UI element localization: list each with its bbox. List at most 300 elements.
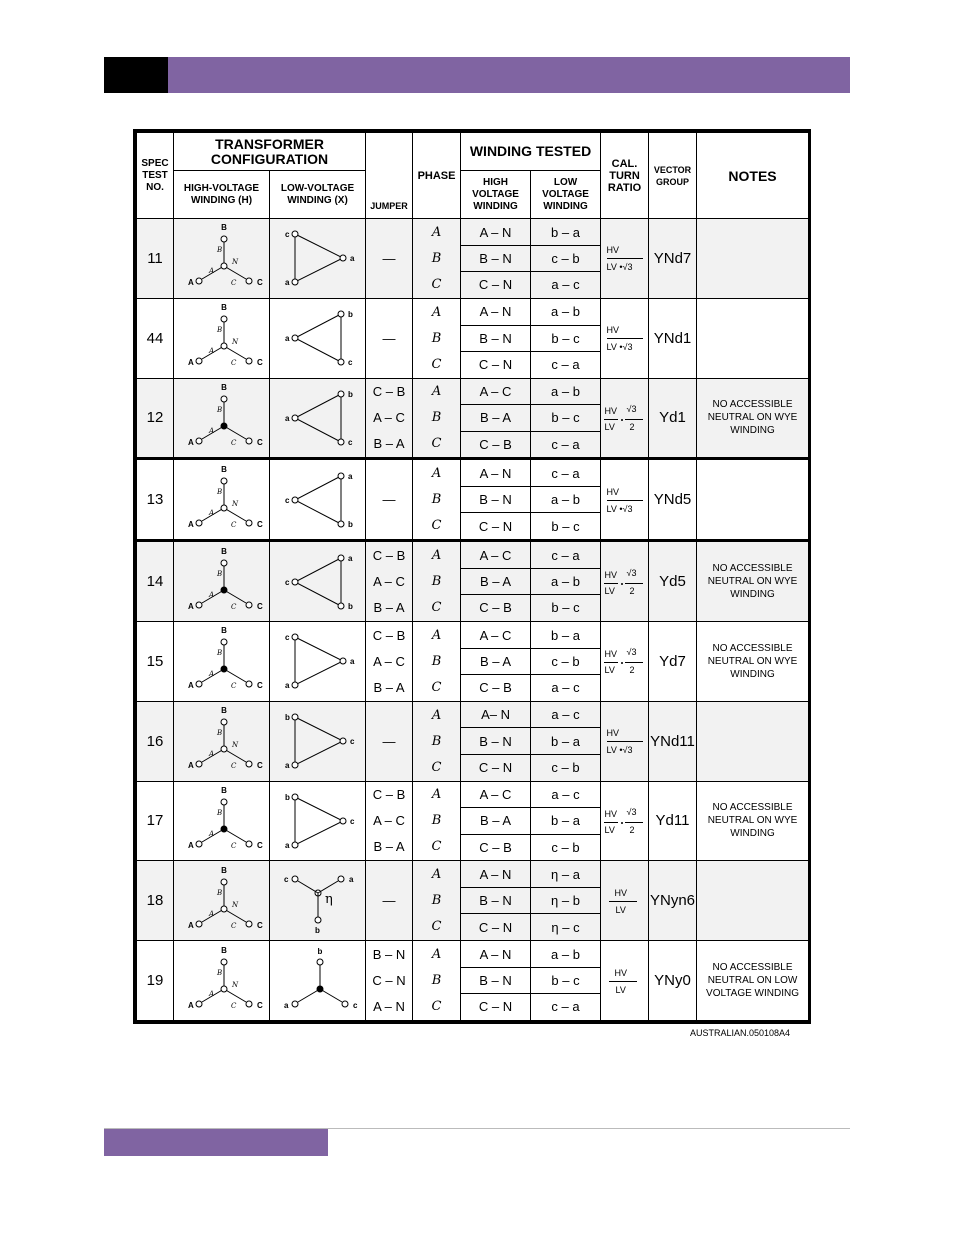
phase-value: A xyxy=(431,787,442,803)
turn-ratio-formula: HV LV •√3 xyxy=(603,238,647,278)
col-ratio-header: CAL. TURN RATIO xyxy=(601,133,649,219)
lv-tested-value: c – a xyxy=(551,465,580,481)
lv-tested-value: c – b xyxy=(531,834,600,860)
lv-winding-cell xyxy=(270,701,366,781)
phase-value: B xyxy=(431,653,442,669)
hv-tested-value: A – N xyxy=(479,946,512,962)
lv-tested-value: a – c xyxy=(531,271,600,297)
wye-winding-diagram xyxy=(177,382,267,454)
delta-winding-diagram xyxy=(273,785,363,857)
turn-ratio-cell xyxy=(601,621,649,701)
table-row xyxy=(137,219,809,299)
spec-number: 44 xyxy=(137,298,174,378)
jumper-value: B – A xyxy=(373,600,405,616)
hv-tested-cell xyxy=(461,621,531,701)
vector-group: YNyn6 xyxy=(649,861,697,941)
svg-text:B: B xyxy=(216,649,222,658)
jumper-value: — xyxy=(382,492,396,508)
phase-cell xyxy=(413,941,461,1021)
jumper-cell xyxy=(366,541,413,622)
hv-tested-value: A – C xyxy=(479,384,512,400)
phase-value: C xyxy=(431,518,442,534)
lv-tested-value: b – a xyxy=(531,727,600,753)
hv-winding-cell xyxy=(174,219,270,299)
turn-ratio-cell xyxy=(601,781,649,861)
hv-winding-cell xyxy=(174,861,270,941)
table-row xyxy=(137,621,809,701)
svg-text:N: N xyxy=(231,499,238,508)
svg-text:B: B xyxy=(216,326,222,335)
hv-tested-value: C – B xyxy=(461,431,530,457)
lv-tested-cell xyxy=(531,219,601,299)
lv-tested-value: c – a xyxy=(531,431,600,457)
svg-text:c: c xyxy=(347,437,352,447)
svg-text:A: A xyxy=(187,920,194,930)
hv-tested-value: C – B xyxy=(461,834,530,860)
svg-text:A: A xyxy=(208,989,214,998)
hv-tested-cell xyxy=(461,459,531,541)
phase-value: C xyxy=(431,919,442,935)
lv-tested-value: b – c xyxy=(531,594,600,620)
phase-value: B xyxy=(431,410,442,426)
vector-group: Yd1 xyxy=(649,378,697,459)
svg-text:C: C xyxy=(256,358,263,368)
hv-tested-value: C – N xyxy=(461,512,530,538)
jumper-value: — xyxy=(382,733,396,749)
jumper-value: A – C xyxy=(373,813,405,829)
wye-winding-diagram xyxy=(177,302,267,374)
lv-tested-value: η – c xyxy=(531,913,600,939)
jumper-cell xyxy=(366,701,413,781)
svg-text:B: B xyxy=(220,626,227,636)
lv-tested-value: a – b xyxy=(551,304,580,320)
notes-cell: NO ACCESSIBLE NEUTRAL ON LOW VOLTAGE WINDING xyxy=(697,941,809,1021)
hv-tested-value: A – N xyxy=(479,465,512,481)
lv-tested-value: b – c xyxy=(531,512,600,538)
lv-tested-value: a – b xyxy=(551,384,580,400)
svg-text:N: N xyxy=(231,980,238,989)
turn-ratio-formula: HV LV •√3 xyxy=(603,480,647,520)
col-lv-tested-header: LOW VOLTAGE WINDING xyxy=(531,171,601,219)
jumper-value: A – C xyxy=(373,653,405,669)
svg-text:a: a xyxy=(284,681,289,691)
lv-tested-value: b – a xyxy=(531,807,600,833)
table-row xyxy=(137,298,809,378)
jumper-cell xyxy=(366,298,413,378)
svg-text:C: C xyxy=(230,921,236,930)
vector-group-table xyxy=(133,129,811,1024)
notes-cell xyxy=(697,298,809,378)
jumper-value: — xyxy=(382,893,396,909)
lv-winding-cell xyxy=(270,219,366,299)
svg-text:A: A xyxy=(187,519,194,529)
vector-group: YNd1 xyxy=(649,298,697,378)
turn-ratio-cell xyxy=(601,941,649,1021)
phase-cell xyxy=(413,541,461,622)
hv-winding-cell xyxy=(174,378,270,459)
phase-value: C xyxy=(431,679,442,695)
hv-tested-value: B – N xyxy=(461,887,530,913)
phase-value: C xyxy=(431,436,442,452)
svg-text:c: c xyxy=(283,874,288,884)
svg-text:A: A xyxy=(187,761,194,771)
hv-tested-value: A – C xyxy=(479,787,512,803)
turn-ratio-formula: HV LV √3 2 xyxy=(603,562,647,602)
hv-tested-value: A – C xyxy=(479,547,512,563)
hv-tested-value: A – N xyxy=(479,304,512,320)
hv-winding-cell xyxy=(174,459,270,541)
col-hv-tested-header: HIGH VOLTAGE WINDING xyxy=(461,171,531,219)
wye-winding-diagram xyxy=(177,705,267,777)
hv-tested-value: C – N xyxy=(461,993,530,1019)
turn-ratio-formula: HV LV √3 2 xyxy=(603,641,647,681)
spec-number: 15 xyxy=(137,621,174,701)
svg-text:a: a xyxy=(347,553,352,563)
svg-text:C: C xyxy=(230,438,236,447)
hv-tested-value: C – N xyxy=(461,754,530,780)
lv-tested-value: c – b xyxy=(531,245,600,271)
header-black-block xyxy=(104,57,168,93)
phase-cell xyxy=(413,219,461,299)
svg-text:B: B xyxy=(220,546,227,556)
turn-ratio-cell xyxy=(601,459,649,541)
lv-tested-value: a – c xyxy=(531,674,600,700)
turn-ratio-cell xyxy=(601,861,649,941)
spec-number: 13 xyxy=(137,459,174,541)
jumper-cell xyxy=(366,378,413,459)
lv-tested-value: b – c xyxy=(531,967,600,993)
notes-cell: NO ACCESSIBLE NEUTRAL ON WYE WINDING xyxy=(697,378,809,459)
table-row xyxy=(137,541,809,622)
lv-tested-cell xyxy=(531,541,601,622)
hv-tested-value: B – A xyxy=(461,404,530,430)
hv-tested-value: A – C xyxy=(479,627,512,643)
phase-value: C xyxy=(431,276,442,292)
table-row xyxy=(137,941,809,1021)
lv-tested-value: a – b xyxy=(551,946,580,962)
svg-text:A: A xyxy=(208,426,214,435)
svg-text:c: c xyxy=(284,577,289,587)
phase-value: C xyxy=(431,839,442,855)
vector-group: YNy0 xyxy=(649,941,697,1021)
document-code: AUSTRALIAN.050108A4 xyxy=(690,1028,791,1038)
svg-text:b: b xyxy=(317,946,322,956)
phase-value: C xyxy=(431,999,442,1015)
test-table xyxy=(136,132,809,1021)
lv-tested-value: a – b xyxy=(531,568,600,594)
svg-text:C: C xyxy=(230,520,236,529)
svg-text:b: b xyxy=(314,925,320,935)
svg-text:A: A xyxy=(208,829,214,838)
hv-tested-value: C – N xyxy=(461,351,530,377)
svg-text:C: C xyxy=(230,279,236,288)
col-phase-header: PHASE xyxy=(413,133,461,219)
lv-winding-cell xyxy=(270,941,366,1021)
svg-text:B: B xyxy=(220,945,227,955)
hv-tested-cell xyxy=(461,541,531,622)
hv-tested-cell xyxy=(461,219,531,299)
turn-ratio-formula: HV LV •√3 xyxy=(603,721,647,761)
hv-tested-value: B – N xyxy=(461,727,530,753)
svg-text:c: c xyxy=(284,633,289,643)
svg-text:B: B xyxy=(220,303,227,313)
jumper-value: A – N xyxy=(373,999,405,1015)
svg-text:B: B xyxy=(216,246,222,255)
phase-value: A xyxy=(431,867,442,883)
spec-number: 17 xyxy=(137,781,174,861)
spec-number: 19 xyxy=(137,941,174,1021)
notes-cell xyxy=(697,459,809,541)
lv-tested-value: b – a xyxy=(551,627,580,643)
vector-group: YNd11 xyxy=(649,701,697,781)
delta-winding-diagram xyxy=(273,625,363,697)
lv-tested-value: c – b xyxy=(531,754,600,780)
phase-value: B xyxy=(431,893,442,909)
jumper-cell xyxy=(366,861,413,941)
svg-text:a: a xyxy=(284,840,289,850)
jumper-value: C – B xyxy=(372,384,406,400)
svg-text:B: B xyxy=(216,569,222,578)
jumper-value: C – N xyxy=(372,973,406,989)
phase-cell xyxy=(413,701,461,781)
delta-winding-diagram xyxy=(273,705,363,777)
lv-tested-value: b – c xyxy=(531,404,600,430)
jumper-value: C – B xyxy=(372,548,406,564)
lv-tested-value: b – c xyxy=(531,325,600,351)
hv-winding-cell xyxy=(174,701,270,781)
phase-value: A xyxy=(431,548,442,564)
lv-wye-neutral-diagram xyxy=(273,865,363,937)
table-row xyxy=(137,861,809,941)
lv-tested-cell xyxy=(531,701,601,781)
phase-cell xyxy=(413,378,461,459)
svg-text:b: b xyxy=(284,792,290,802)
svg-text:B: B xyxy=(220,464,227,474)
svg-text:B: B xyxy=(216,888,222,897)
hv-winding-cell xyxy=(174,781,270,861)
wye-winding-diagram xyxy=(177,865,267,937)
jumper-value: C – B xyxy=(372,627,406,643)
lv-tested-value: a – c xyxy=(551,707,580,723)
svg-text:B: B xyxy=(220,785,227,795)
lv-winding-cell xyxy=(270,781,366,861)
svg-text:A: A xyxy=(208,909,214,918)
lv-winding-cell xyxy=(270,621,366,701)
vector-group: YNd7 xyxy=(649,219,697,299)
svg-text:A: A xyxy=(208,590,214,599)
table-body xyxy=(137,219,809,1021)
jumper-value: — xyxy=(382,250,396,266)
svg-text:C: C xyxy=(230,1001,236,1010)
lv-tested-cell xyxy=(531,621,601,701)
svg-text:A: A xyxy=(187,278,194,288)
svg-text:C: C xyxy=(256,761,263,771)
vector-group: YNd5 xyxy=(649,459,697,541)
table-row xyxy=(137,378,809,459)
svg-text:C: C xyxy=(256,920,263,930)
turn-ratio-formula: HV LV √3 2 xyxy=(603,801,647,841)
delta-winding-diagram xyxy=(273,546,363,618)
svg-text:B: B xyxy=(216,487,222,496)
lv-tested-cell xyxy=(531,941,601,1021)
phase-cell xyxy=(413,298,461,378)
svg-text:b: b xyxy=(347,310,353,320)
jumper-value: B – A xyxy=(373,679,405,695)
svg-text:A: A xyxy=(208,508,214,517)
svg-text:A: A xyxy=(187,1000,194,1010)
col-winding-tested-header: WINDING TESTED xyxy=(461,133,601,171)
col-spec-header: SPEC TEST NO. xyxy=(137,133,174,219)
lv-tested-cell xyxy=(531,459,601,541)
svg-text:a: a xyxy=(348,874,353,884)
phase-cell xyxy=(413,861,461,941)
lv-tested-value: η – a xyxy=(551,866,580,882)
spec-number: 12 xyxy=(137,378,174,459)
svg-text:c: c xyxy=(347,358,352,368)
svg-text:b: b xyxy=(347,389,353,399)
svg-text:A: A xyxy=(208,347,214,356)
svg-text:A: A xyxy=(208,750,214,759)
svg-text:a: a xyxy=(284,334,289,344)
lv-tested-value: c – a xyxy=(531,993,600,1019)
svg-text:a: a xyxy=(349,657,354,667)
table-row xyxy=(137,701,809,781)
wye-winding-diagram xyxy=(177,222,267,294)
svg-text:a: a xyxy=(284,413,289,423)
phase-value: B xyxy=(431,492,442,508)
hv-tested-value: B – A xyxy=(461,648,530,674)
hv-tested-cell xyxy=(461,941,531,1021)
turn-ratio-cell xyxy=(601,378,649,459)
col-lv-winding-header: LOW-VOLTAGE WINDING (X) xyxy=(270,171,366,219)
svg-text:C: C xyxy=(256,519,263,529)
notes-cell: NO ACCESSIBLE NEUTRAL ON WYE WINDING xyxy=(697,781,809,861)
svg-text:N: N xyxy=(231,258,238,267)
hv-tested-cell xyxy=(461,298,531,378)
jumper-value: A – C xyxy=(373,574,405,590)
jumper-cell xyxy=(366,459,413,541)
jumper-value: A – C xyxy=(373,410,405,426)
hv-tested-value: B – N xyxy=(461,245,530,271)
phase-cell xyxy=(413,621,461,701)
svg-text:b: b xyxy=(347,601,353,611)
vector-group: Yd7 xyxy=(649,621,697,701)
hv-winding-cell xyxy=(174,298,270,378)
phase-value: A xyxy=(431,384,442,400)
svg-text:B: B xyxy=(220,382,227,392)
delta-winding-diagram xyxy=(273,302,363,374)
phase-value: A xyxy=(431,627,442,643)
svg-text:B: B xyxy=(220,223,227,233)
table-row xyxy=(137,459,809,541)
lv-winding-cell xyxy=(270,459,366,541)
svg-text:A: A xyxy=(187,601,194,611)
svg-text:C: C xyxy=(230,762,236,771)
svg-text:C: C xyxy=(230,682,236,691)
lv-tested-cell xyxy=(531,781,601,861)
phase-value: B xyxy=(431,813,442,829)
svg-text:B: B xyxy=(220,706,227,716)
hv-tested-cell xyxy=(461,781,531,861)
phase-value: A xyxy=(431,466,442,482)
svg-text:N: N xyxy=(231,741,238,750)
hv-tested-value: B – N xyxy=(461,325,530,351)
svg-text:C: C xyxy=(256,840,263,850)
svg-text:B: B xyxy=(220,865,227,875)
svg-text:A: A xyxy=(187,681,194,691)
lv-tested-cell xyxy=(531,378,601,459)
jumper-value: — xyxy=(382,330,396,346)
delta-winding-diagram xyxy=(273,464,363,536)
jumper-value: C – B xyxy=(372,787,406,803)
delta-winding-diagram xyxy=(273,222,363,294)
table-row xyxy=(137,781,809,861)
lv-tested-value: η – b xyxy=(531,887,600,913)
col-jumper-header: JUMPER xyxy=(366,133,413,219)
notes-cell xyxy=(697,861,809,941)
lv-winding-cell xyxy=(270,861,366,941)
svg-text:c: c xyxy=(352,1000,357,1010)
wye-winding-diagram xyxy=(177,785,267,857)
svg-text:η: η xyxy=(324,891,333,907)
lv-tested-value: a – c xyxy=(551,787,580,803)
phase-value: C xyxy=(431,600,442,616)
svg-text:C: C xyxy=(230,359,236,368)
phase-cell xyxy=(413,781,461,861)
turn-ratio-formula: HV LV xyxy=(603,961,647,1001)
phase-value: B xyxy=(431,733,442,749)
lv-tested-cell xyxy=(531,861,601,941)
turn-ratio-cell xyxy=(601,219,649,299)
hv-tested-value: B – A xyxy=(461,568,530,594)
phase-value: A xyxy=(431,707,442,723)
hv-tested-value: B – A xyxy=(461,807,530,833)
wye-winding-diagram xyxy=(177,625,267,697)
footer-purple-bar xyxy=(104,1129,328,1156)
lv-tested-value: c – b xyxy=(531,648,600,674)
notes-cell xyxy=(697,701,809,781)
phase-cell xyxy=(413,459,461,541)
hv-tested-value: A – N xyxy=(479,866,512,882)
hv-tested-value: C – N xyxy=(461,271,530,297)
svg-text:A: A xyxy=(187,840,194,850)
col-notes-header: NOTES xyxy=(697,133,809,219)
lv-wye-diagram xyxy=(273,945,363,1017)
svg-text:a: a xyxy=(283,1000,288,1010)
turn-ratio-cell xyxy=(601,298,649,378)
svg-text:C: C xyxy=(256,601,263,611)
lv-winding-cell xyxy=(270,378,366,459)
lv-tested-value: a – b xyxy=(531,486,600,512)
svg-text:c: c xyxy=(284,495,289,505)
vector-group: Yd11 xyxy=(649,781,697,861)
hv-tested-cell xyxy=(461,701,531,781)
svg-text:c: c xyxy=(349,816,354,826)
jumper-value: B – A xyxy=(373,436,405,452)
svg-text:C: C xyxy=(256,437,263,447)
svg-text:B: B xyxy=(216,808,222,817)
phase-value: C xyxy=(431,356,442,372)
vector-group: Yd5 xyxy=(649,541,697,622)
svg-text:C: C xyxy=(256,681,263,691)
spec-number: 11 xyxy=(137,219,174,299)
svg-text:C: C xyxy=(230,602,236,611)
lv-tested-cell xyxy=(531,298,601,378)
svg-text:c: c xyxy=(284,230,289,240)
delta-winding-diagram xyxy=(273,382,363,454)
notes-cell: NO ACCESSIBLE NEUTRAL ON WYE WINDING xyxy=(697,541,809,622)
svg-text:C: C xyxy=(256,1000,263,1010)
